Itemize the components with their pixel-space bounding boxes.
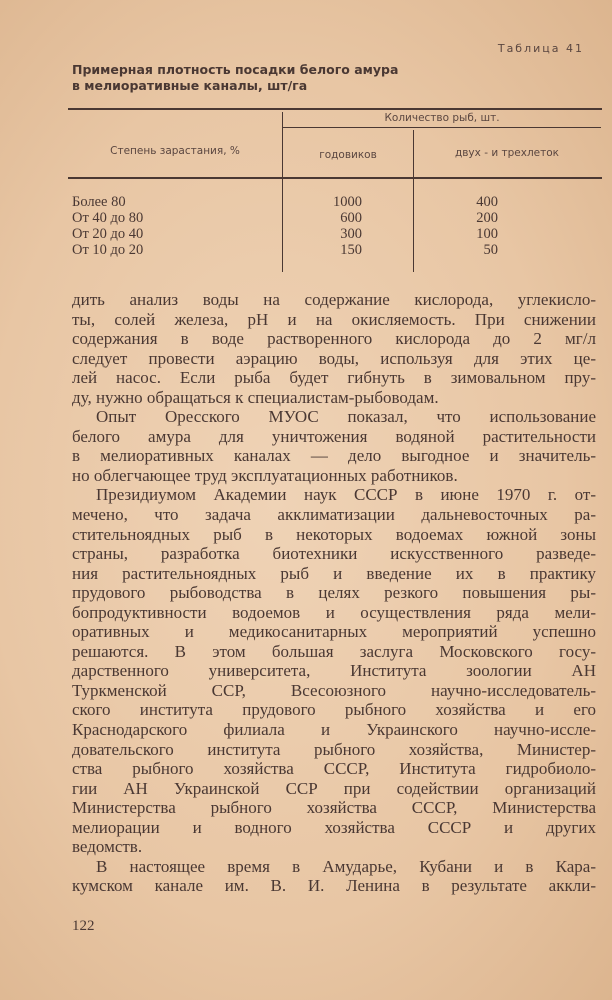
text-line: В настоящее время в Амударье, Кубани и в Кара- [96,856,596,876]
cell-yearlings: 600 [340,210,362,226]
text-line: страны, разработка биотехники искусственного разведе- [72,544,596,564]
cell-overgrowth: От 40 до 80 [72,210,144,226]
text-line: но облегчающее труд эксплуатационных работников. [72,465,458,485]
cell-overgrowth: От 20 до 40 [72,226,144,242]
text-line: ства рыбного хозяйства СССР, Института гидробиоло- [72,759,596,779]
column-header-yearlings: годовиков [319,149,377,161]
text-line: довательского института рыбного хозяйства, Министер- [72,739,596,759]
text-line: содержания в воде растворенного кислорода до 2 мг/л [72,329,596,349]
table-title-line: Примерная плотность посадки белого амура [72,62,399,77]
text-line: оративных и медикосанитарных мероприятий успешно [72,622,596,642]
column-header-two-three-year: двух - и трехлеток [454,147,559,159]
table-label: Таблица 41 [497,42,584,55]
text-line: гии АН Украинской ССР при содействии организаций [72,778,596,798]
cell-yearlings: 150 [340,242,362,258]
text-line: прудового рыбоводства в целях резкого повышения ры- [72,583,596,603]
text-line: ния растительноядных рыб и введение их в практику [72,563,596,583]
page-number: 122 [72,918,95,934]
text-line: ского института прудового рыбного хозяйства и его [72,700,596,720]
text-line: решаются. В этом большая заслуга Московского госу- [72,641,596,661]
text-line: лей насос. Если рыба будет гибнуть в зимовальном пру- [72,368,596,388]
column-header-overgrowth: Степень зарастания, % [110,145,240,157]
text-line: мелиорации и водного хозяйства СССР и других [72,817,596,837]
table-header-rule [68,177,602,179]
text-line: мечено, что задача акклиматизации дальневосточных ра- [72,505,596,525]
text-line: ведомств. [72,837,143,857]
text-line: следует провести аэрацию воды, используя для этих це- [72,348,596,368]
table-column-divider [282,112,283,272]
text-line: Опыт Оресского МУОС показал, что использование [96,407,596,427]
text-line: дить анализ воды на содержание кислорода, углекисло- [72,290,596,309]
cell-two-three-year: 100 [476,226,498,242]
text-line: Министерства рыбного хозяйства СССР, Министерства [72,798,596,818]
text-line: Туркменской ССР, Всесоюзного научно-исследователь- [72,680,596,700]
table-group-rule [283,127,601,128]
text-line: белого амура для уничтожения водяной растительности [72,426,596,446]
column-header-group: Количество рыб, шт. [384,112,500,124]
table-title [72,62,398,94]
text-line: дарственного университета, Института зоологии АН [72,661,596,681]
body-text [72,290,596,896]
cell-two-three-year: 200 [476,210,498,226]
cell-yearlings: 300 [340,226,362,242]
text-line: Президиумом Академии наук СССР в июне 1970 г. от- [96,485,596,505]
text-line: ты, солей железа, pH и на окисляемость. При снижении [72,309,596,329]
cell-two-three-year: 400 [476,194,498,210]
text-line: кумском канале им. В. И. Ленина в результате аккли- [72,876,596,896]
text-line: Краснодарского филиала и Украинского научно-иссле- [72,720,596,740]
table-top-rule [68,108,602,110]
cell-overgrowth: От 10 до 20 [72,242,144,258]
cell-overgrowth: Более 80 [72,194,126,210]
text-line: бопродуктивности водоемов и осуществления ряда мели- [72,602,596,622]
text-line: стительноядных рыб в некоторых водоемах южной зоны [72,524,596,544]
text-line: в мелиоративных каналах — дело выгодное и значитель- [72,446,596,466]
table-title-line: в мелиоративные каналы, шт/га [72,78,308,93]
cell-yearlings: 1000 [333,194,362,210]
cell-two-three-year: 50 [483,242,498,258]
text-line: ду, нужно обращаться к специалистам-рыбоводам. [72,387,439,407]
